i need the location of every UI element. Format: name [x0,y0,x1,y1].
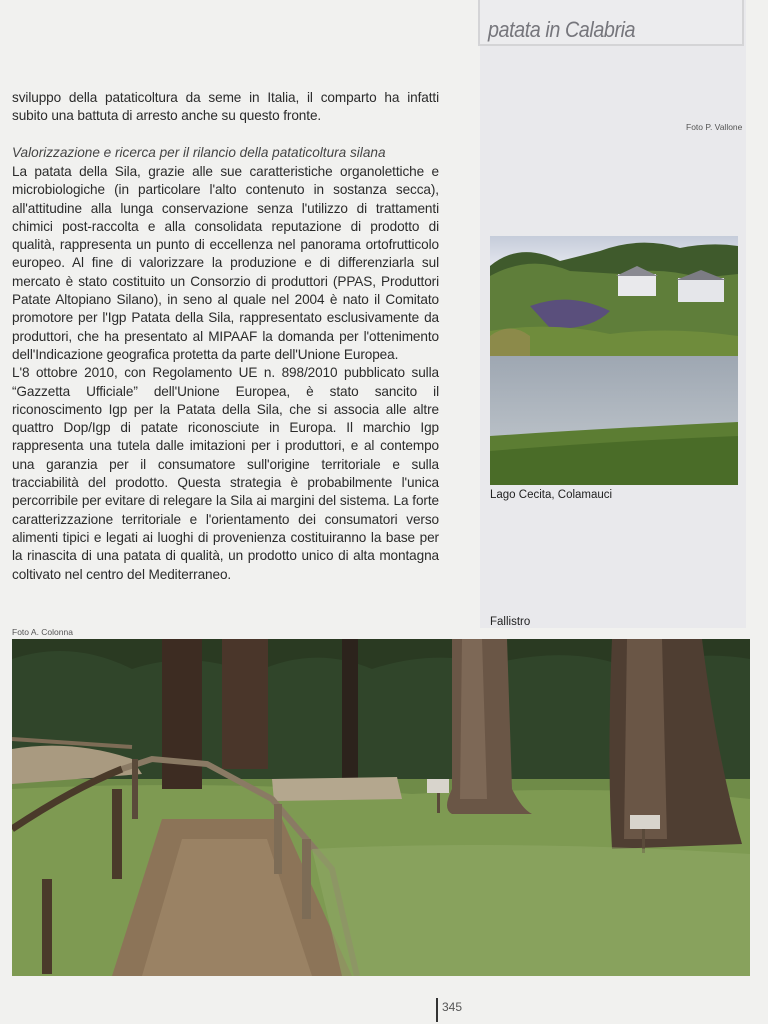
intro-paragraph [12,89,439,126]
section-subheading: Valorizzazione e ricerca per il rilancio della pataticoltura silana [12,145,386,160]
intro-line: subito una battuta di arresto anche su questo fronte. [12,108,322,124]
lake-photo [490,236,738,485]
forest-photo-credit: Foto A. Colonna [12,627,73,637]
forest-photo [12,639,750,976]
section-body [12,163,439,584]
lake-photo-caption: Lago Cecita, Colamauci [490,489,613,501]
lake-photo-credit: Foto P. Vallone [686,122,743,132]
running-header-title: patata in Calabria [488,17,636,42]
body-paragraph: La patata della Sila, grazie alle sue caratteristiche organolettiche e microbiologiche (in particolare l'alto contenuto in sostanza secca), all'attitudine alla lunga conservazione senza l'utilizzo di trattamenti chimici post-raccolta e alla consolidata reputazione di prodotto di qualità, rappresenta un punto di eccellenza nel panorama ortofrutticolo europeo. Al fine di valorizzare la produzione e di differenziarla sul mercato è stato costituito un Consorzio di produttori (PPAS, Produttori Patate Altopiano Silano), in seno al quale nel 2004 è nato il Comitato promotore per l'Igp Patata della Sila, rappresentato esclusivamente da produttori, che ha presentato al MIPAAF la domanda per l'ottenimento dell'Indicazione geografica protetta da parte dell'Unione Europea. [12,164,439,362]
intro-line: sviluppo della pataticoltura da seme in Italia, il comparto ha infatti [12,90,439,105]
forest-photo-caption: Fallistro [490,616,531,628]
page-number: 345 [436,998,462,1022]
body-paragraph: L'8 ottobre 2010, con Regolamento UE n. 898/2010 pubblicato sulla “Gazzetta Ufficiale” dell'Unione Europea, è stato sancito il riconoscimento Igp per la Patata della Sila, che si associa alle altre quattro Dop/Igp di patate riconosciute in Europa. Il marchio Igp rappresenta una tutela dalle imitazioni per i produttori, e al contempo una garanzia per il consumatore sull'origine territoriale e sulla tracciabilità del prodotto. Questa strategia è probabilmente l'unica percorribile per evitare di relegare la Sila ai margini del sistema. La forte caratterizzazione territoriale e l'orientamento dei consumatori verso alimenti tipici e legati ai luoghi di provenienza costituiranno la base per la rinascita di una patata di qualità, un prodotto unico di alta montagna coltivato nel centro del Mediterraneo. [12,365,439,582]
